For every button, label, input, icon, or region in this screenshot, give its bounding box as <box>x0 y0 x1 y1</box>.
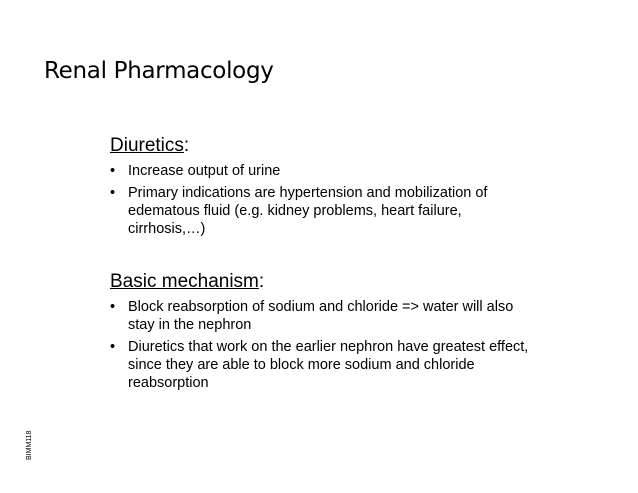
bullet-icon: • <box>110 299 116 315</box>
list-item <box>110 184 540 238</box>
mechanism-section <box>110 270 540 396</box>
mechanism-heading-text: Basic mechanism <box>110 271 259 292</box>
diuretics-heading-text: Diuretics <box>110 135 184 156</box>
mechanism-heading-colon: : <box>258 271 265 292</box>
slide-title: Renal Pharmacology <box>44 58 274 84</box>
bullet-icon: • <box>110 185 116 201</box>
diuretics-section <box>110 134 540 242</box>
bullet-text: Increase output of urine <box>128 163 281 179</box>
diuretics-bullet-list <box>110 162 540 238</box>
diuretics-heading <box>110 134 540 158</box>
mechanism-heading <box>110 270 540 294</box>
bullet-icon: • <box>110 163 116 179</box>
list-item <box>110 162 540 180</box>
list-item <box>110 338 540 392</box>
list-item <box>110 298 540 334</box>
mechanism-bullet-list <box>110 298 540 392</box>
bullet-text: Diuretics that work on the earlier nephron have greatest effect, since they are able to block more sodium and chloride reabsorption <box>128 339 529 391</box>
bullet-icon: • <box>110 339 116 355</box>
diuretics-heading-colon: : <box>183 135 190 156</box>
course-code-label: BIMM118 <box>26 430 33 460</box>
bullet-text: Block reabsorption of sodium and chloride => water will also stay in the nephron <box>128 299 514 333</box>
bullet-text: Primary indications are hypertension and mobilization of edematous fluid (e.g. kidney problems, heart failure, cirrhosis,…) <box>128 185 488 237</box>
